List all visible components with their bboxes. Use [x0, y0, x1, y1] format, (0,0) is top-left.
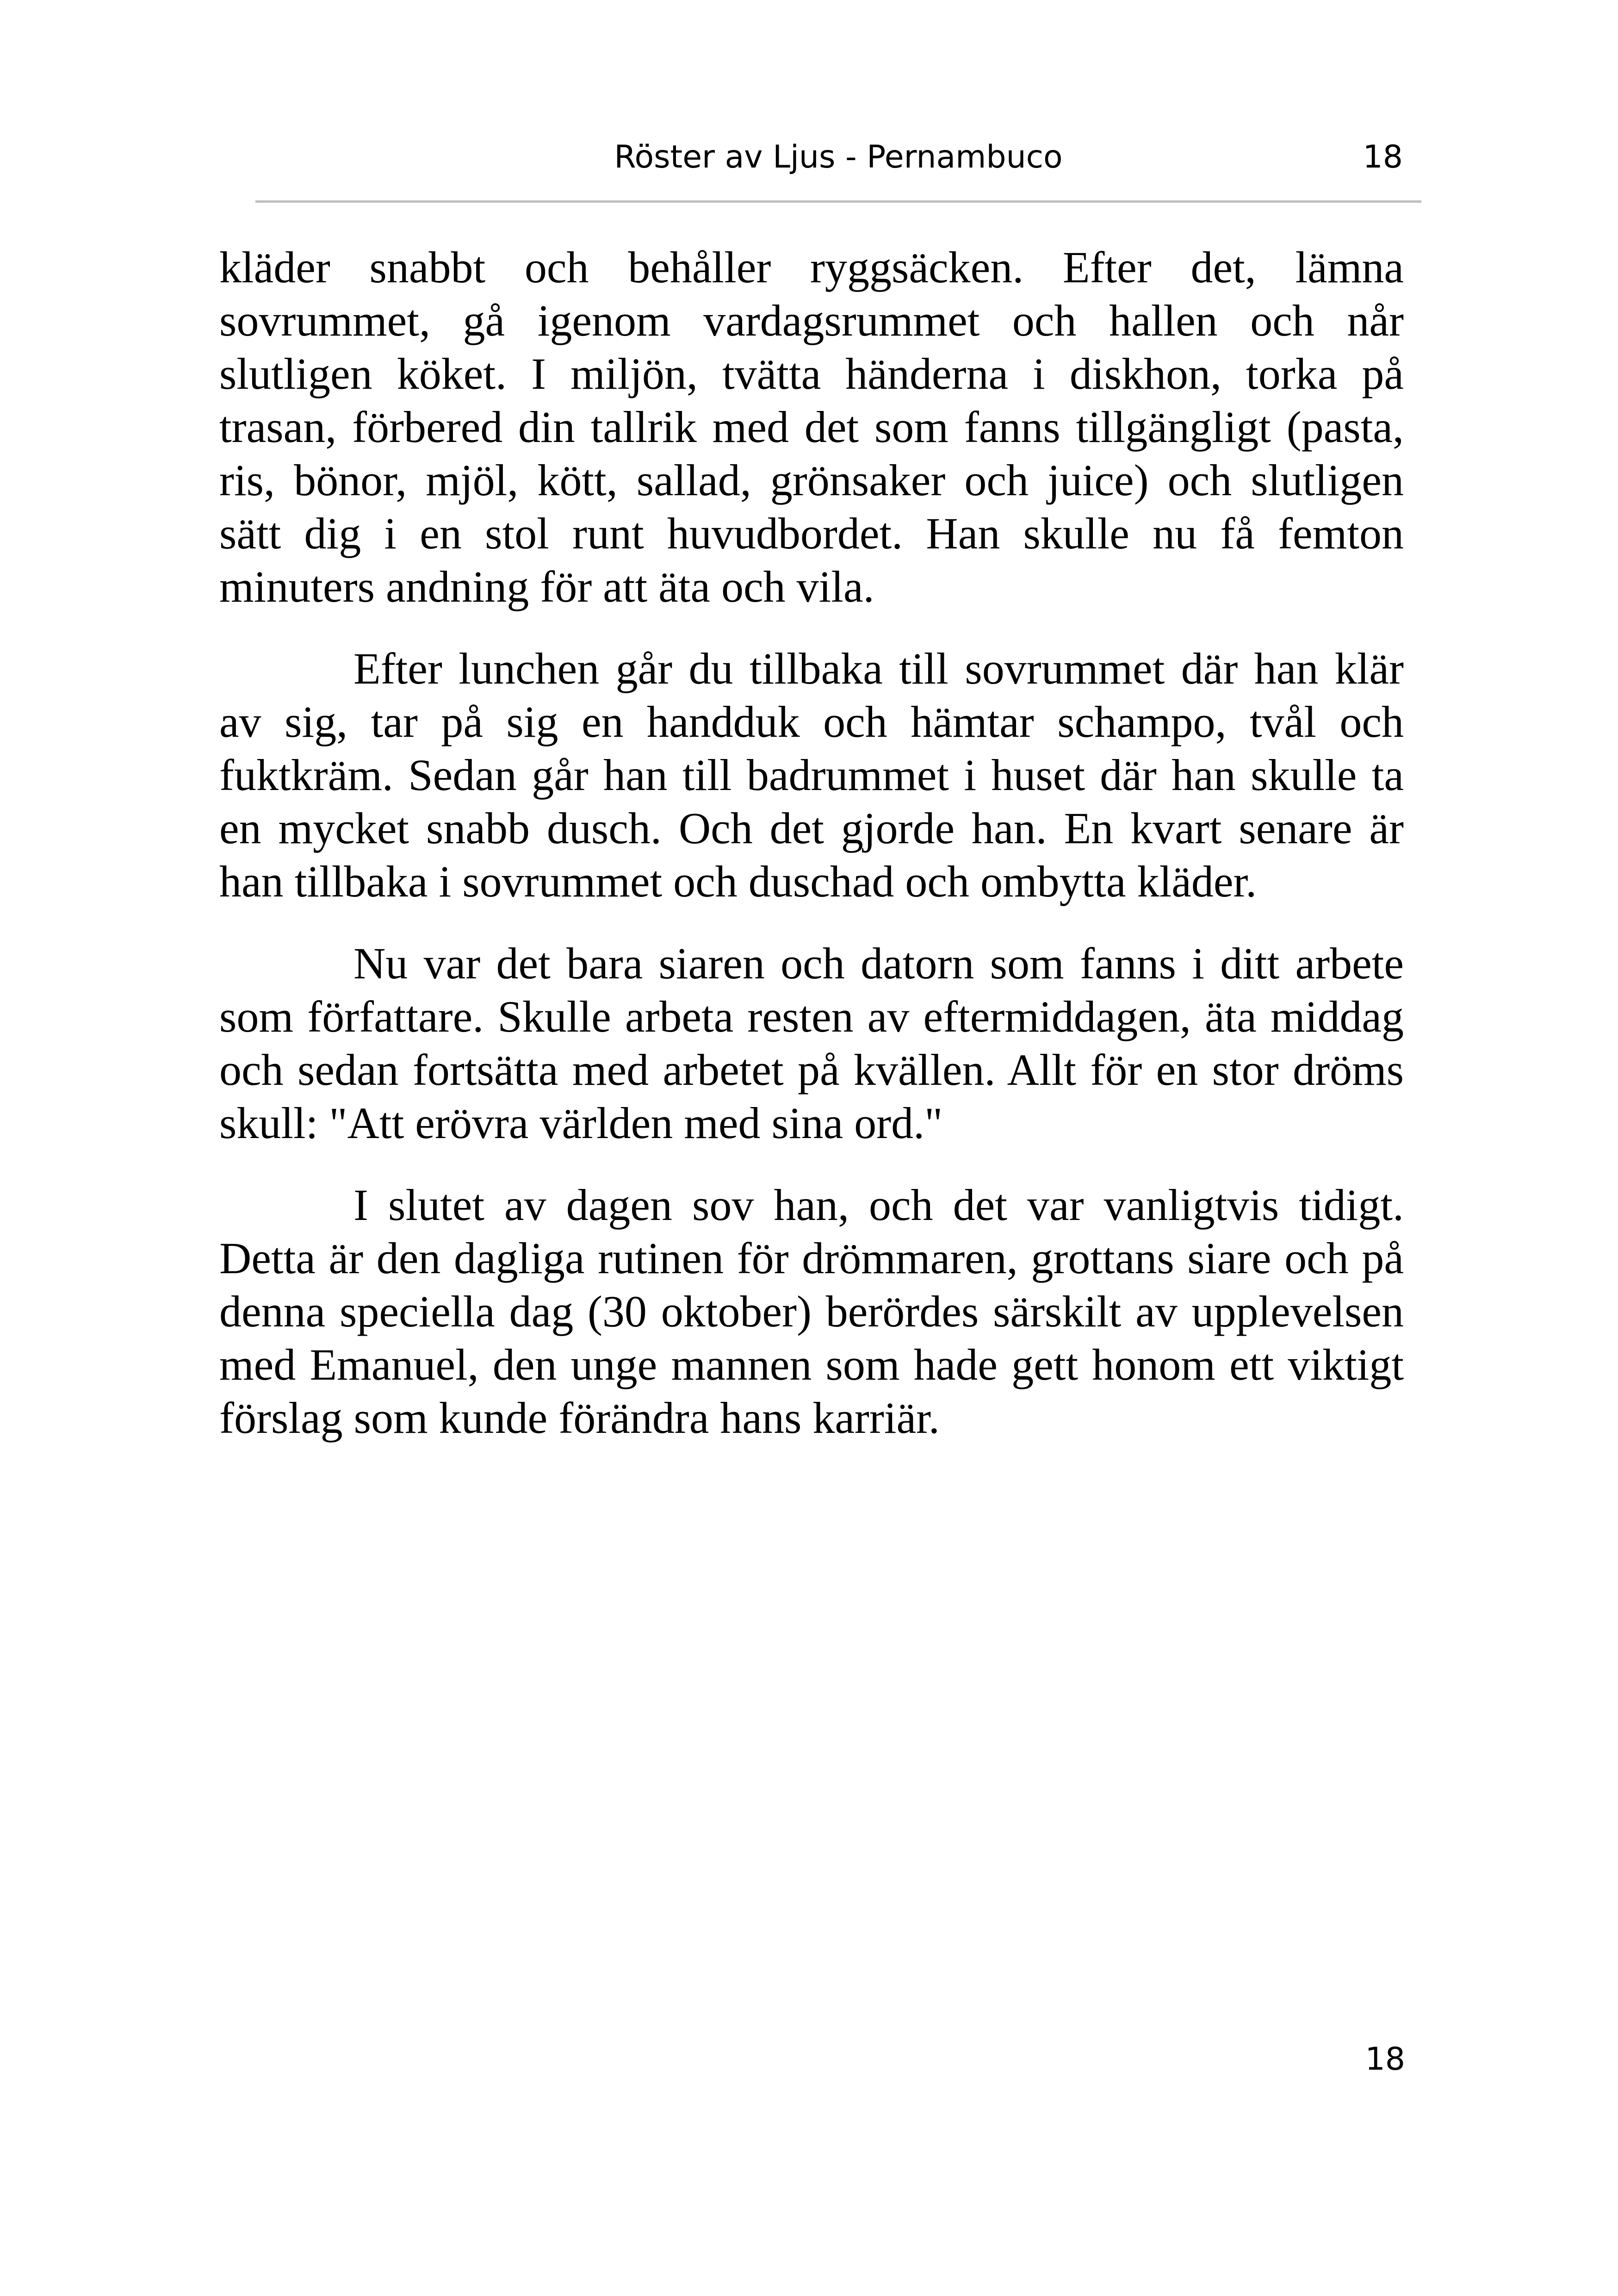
running-header	[255, 130, 1421, 190]
header-divider	[255, 200, 1421, 203]
body-text	[219, 241, 1404, 1473]
header-page-number: 18	[1363, 139, 1403, 175]
paragraph-3: Nu var det bara siaren och datorn som fanns i ditt arbete som författare. Skulle arbeta resten av eftermiddagen, äta middag och sedan fortsätta med arbetet på kvällen. Allt för en stor dröms skull: "Att erövra världen med sina ord."	[219, 939, 1404, 1148]
footer-page-number: 18	[1365, 2041, 1405, 2078]
paragraph-4: I slutet av dagen sov han, och det var vanligtvis tidigt. Detta är den dagliga rutinen för drömmaren, grottans siare och på denna speciella dag (30 oktober) berördes särskilt av upplevelsen med Emanuel, den unge mannen som hade gett honom ett viktigt förslag som kunde förändra hans karriär.	[219, 1180, 1404, 1443]
paragraph-1: kläder snabbt och behåller ryggsäcken. Efter det, lämna sovrummet, gå igenom vardagsrummet och hallen och når slutligen köket. I miljön, tvätta händerna i diskhon, torka på trasan, förbered din tallrik med det som fanns tillgängligt (pasta, ris, bönor, mjöl, kött, sallad, grönsaker och juice) och slutligen sätt dig i en stol runt huvudbordet. Han skulle nu få femton minuters andning för att äta och vila.	[219, 243, 1404, 611]
paragraph-2: Efter lunchen går du tillbaka till sovrummet där han klär av sig, tar på sig en handduk och hämtar schampo, tvål och fuktkräm. Sedan går han till badrummet i huset där han skulle ta en mycket snabb dusch. Och det gjorde han. En kvart senare är han tillbaka i sovrummet och duschad och ombytta kläder.	[219, 644, 1404, 906]
header-title: Röster av Ljus - Pernambuco	[614, 139, 1063, 175]
